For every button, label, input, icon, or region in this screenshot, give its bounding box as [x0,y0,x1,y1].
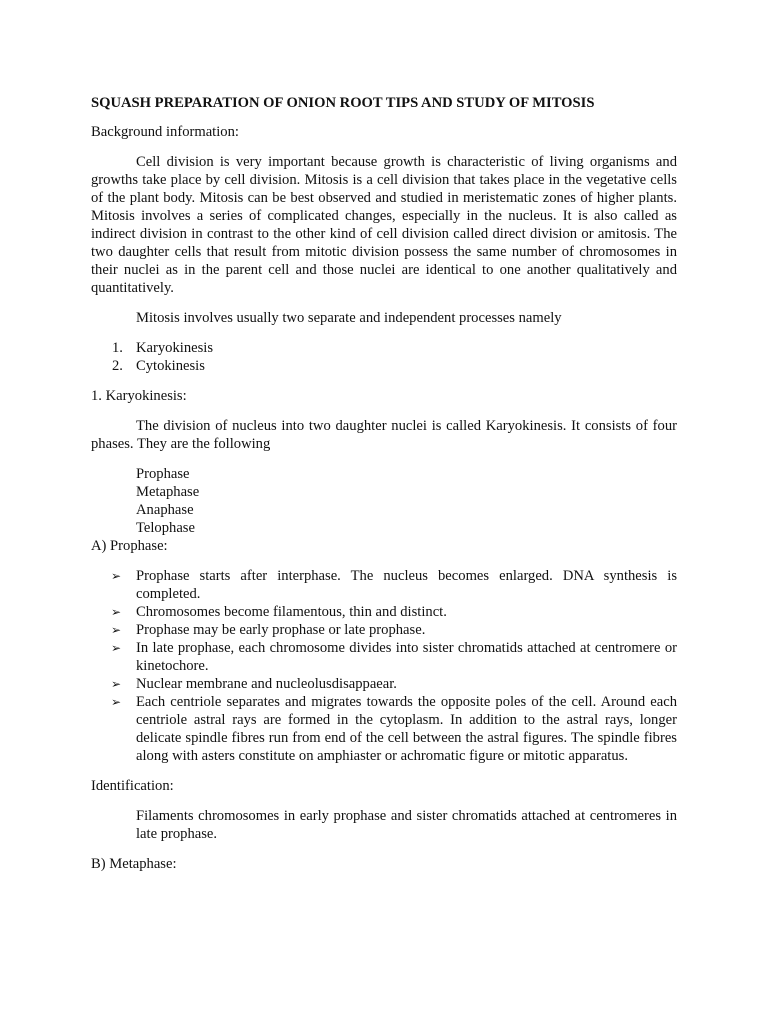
arrow-bullet-icon: ➢ [111,695,122,709]
karyokinesis-paragraph: The division of nucleus into two daughter nuclei is called Karyokinesis. It consists of four phases. They are the following [91,418,677,452]
bullet-text: In late prophase, each chromosome divides into sister chromatids attached at centromere or kinetochore. [136,640,677,674]
intro-paragraph: Cell division is very important because growth is characteristic of living organisms and growths take place by cell division. Mitosis is a cell division that takes place in the vegetative cells of the plant body. Mitosis can be best observed and studied in meristematic zones of higher plants. Mitosis involves a series of complicated changes, especially in the nucleus. It is also called as indirect division in contrast to the other kind of cell division called direct division or amitosis. The two daughter cells that result from mitotic division possess the same number of chromosomes in their nuclei as in the parent cell and those nuclei are identical to one another qualitatively and quantitatively. [91,154,677,296]
processes-list [91,339,677,375]
list-item: Prophase [136,466,190,482]
list-item: Metaphase [136,484,200,500]
list-item [91,639,677,675]
bullet-text: Each centriole separates and migrates towards the opposite poles of the cell. Around each centriole astral rays are formed in the cytoplasm. In addition to the astral rays, longer delicate spindle fibres run from end of the cell between the astral figures. The spindle fibres along with asters constitute on amphiaster or achromatic figure or mitotic apparatus. [136,694,677,764]
identification-text: Filaments chromosomes in early prophase and sister chromatids attached at centromeres in late prophase. [136,808,677,842]
list-item [91,567,677,603]
list-number: 1. [112,340,123,356]
bullet-text: Chromosomes become filamentous, thin and distinct. [136,604,447,620]
background-label: Background information: [91,124,239,140]
list-number: 2. [112,358,123,374]
list-item: Anaphase [136,502,194,518]
phases-list [136,465,677,537]
list-item [91,603,677,621]
list-item [91,339,677,357]
arrow-bullet-icon: ➢ [111,641,122,655]
list-item-label: Karyokinesis [136,340,214,356]
karyokinesis-heading: 1. Karyokinesis: [91,388,187,404]
arrow-bullet-icon: ➢ [111,605,122,619]
bullet-text: Prophase starts after interphase. The nucleus becomes enlarged. DNA synthesis is completed. [136,568,677,602]
document-page [91,94,677,873]
prophase-heading: A) Prophase: [91,538,168,554]
list-item: Telophase [136,520,195,536]
arrow-bullet-icon: ➢ [111,569,122,583]
list-item-label: Cytokinesis [136,358,205,374]
bullet-text: Prophase may be early prophase or late prophase. [136,622,426,638]
arrow-bullet-icon: ➢ [111,623,122,637]
identification-label: Identification: [91,778,174,794]
list-item [91,693,677,765]
processes-intro: Mitosis involves usually two separate and independent processes namely [136,310,562,326]
metaphase-heading: B) Metaphase: [91,856,177,872]
bullet-text: Nuclear membrane and nucleolusdisappaear. [136,676,397,692]
list-item [91,357,677,375]
prophase-bullets [91,567,677,765]
arrow-bullet-icon: ➢ [111,677,122,691]
document-title: SQUASH PREPARATION OF ONION ROOT TIPS AND STUDY OF MITOSIS [91,95,595,111]
list-item [91,675,677,693]
list-item [91,621,677,639]
